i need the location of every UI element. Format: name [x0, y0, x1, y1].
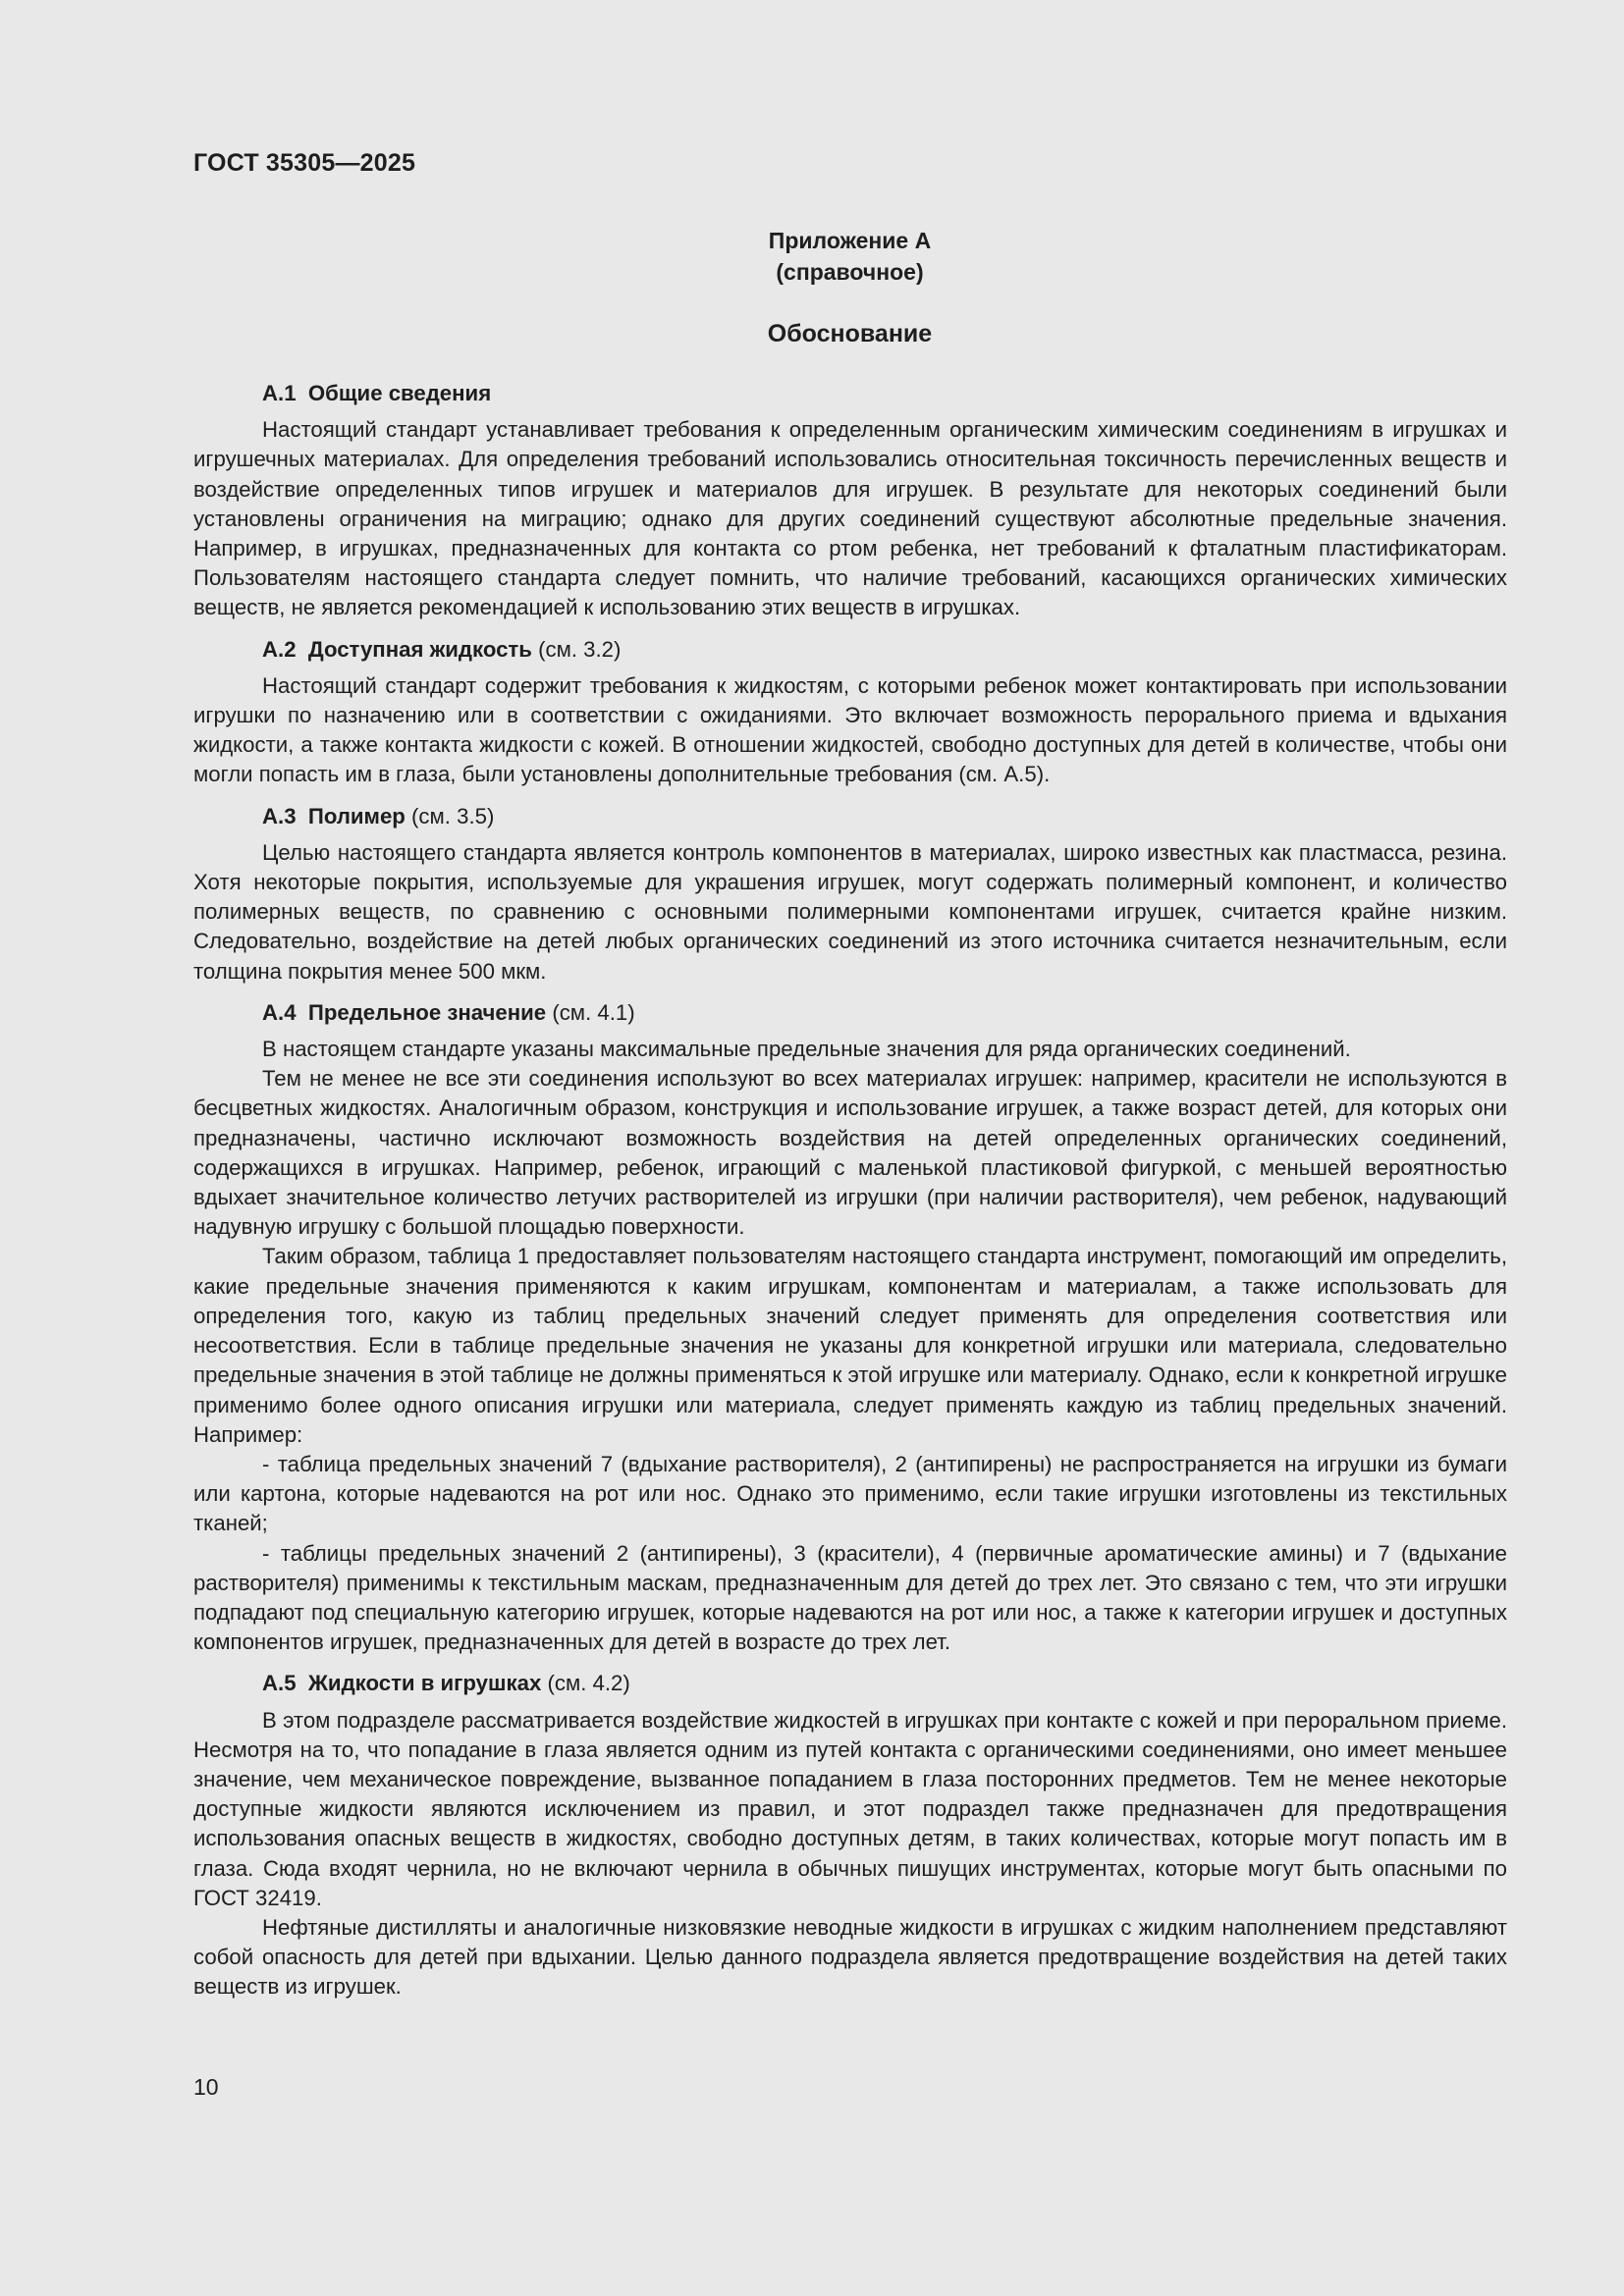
section-heading	[193, 998, 1507, 1028]
section-heading	[193, 1669, 1507, 1698]
section-title: Доступная жидкость	[307, 636, 532, 662]
section	[193, 1669, 1507, 2002]
paragraph: Таким образом, таблица 1 предоставляет пользователям настоящего стандарта инструмент, помогающий им определить, какие предельные значения применяются к каким игрушкам, компонентам и материалам, а также использовать для определения того, какую из таблиц предельных значений следует применять для определения соответствия или несоответствия. Если в таблице предельные значения не указаны для конкретной игрушки или материала, следовательно предельные значения в этой таблице не должны применяться к этой игрушке или материалу. Однако, если к конкретной игрушке применимо более одного описания игрушки или материала, следует применять каждую из таблиц предельных значений. Например:	[193, 1244, 1507, 1447]
section-title: Предельное значение	[307, 999, 547, 1025]
section-title: Жидкости в игрушках	[307, 1671, 542, 1696]
section-number: А.4	[262, 999, 297, 1025]
section	[193, 802, 1507, 987]
paragraph: Тем не менее не все эти соединения используют во всех материалах игрушек: например, красители не используются в бесцветных жидкостях. Аналогичным образом, конструкция и использование игрушек, а также возраст детей, для которых они предназначены, частично исключают возможность воздействия на детей определенных органических соединений, содержащихся в игрушках. Например, ребенок, играющий с маленькой пластиковой фигуркой, с меньшей вероятностью вдыхает значительное количество летучих растворителей из игрушки (при наличии растворителя), чем ребенок, надувающий надувную игрушку с большой площадью поверхности.	[193, 1066, 1507, 1240]
section-reference: (см. 4.1)	[552, 999, 635, 1025]
section-reference: (см. 4.2)	[547, 1671, 630, 1696]
section-number: А.5	[262, 1671, 297, 1696]
document-header: ГОСТ 35305—2025	[193, 149, 416, 177]
paragraph: В настоящем стандарте указаны максимальные предельные значения для ряда органических соединений.	[262, 1037, 1351, 1062]
section	[193, 379, 1507, 623]
page-number: 10	[193, 2074, 219, 2100]
paragraph: В этом подразделе рассматривается воздействие жидкостей в игрушках при контакте с кожей и при пероральном приеме. Несмотря на то, что попадание в глаза является одним из путей контакта с органическими соединениями, оно имеет меньшее значение, чем механическое повреждение, вызванное попаданием в глаза посторонних предметов. Тем не менее некоторые доступные жидкости являются исключением из правил, и этот подраздел также предназначен для предотвращения использования опасных веществ в жидкостях, свободно доступных детям, в таких количествах, которые могут попасть им в глаза. Сюда входят чернила, но не включают чернила в обычных пишущих инструментах, которые могут быть опасными по ГОСТ 32419.	[193, 1707, 1507, 1910]
section-reference: (см. 3.5)	[411, 803, 495, 828]
paragraph: - таблица предельных значений 7 (вдыхание растворителя), 2 (антипирены) не распространяется на игрушки из бумаги или картона, которые надеваются на рот или нос. Однако это применимо, если такие игрушки изготовлены из текстильных тканей;	[193, 1451, 1507, 1536]
annex-heading: Обоснование	[767, 320, 933, 347]
section	[193, 998, 1507, 1657]
section-number: А.3	[262, 803, 297, 828]
paragraph: Настоящий стандарт содержит требования к жидкостям, с которыми ребенок может контактировать при использовании игрушки по назначению или в соответствии с ожиданиями. Это включает возможность перорального приема и вдыхания жидкости, а также контакта жидкости с кожей. В отношении жидкостей, свободно доступных для детей в количестве, чтобы они могли попасть им в глаза, были установлены дополнительные требования (см. А.5).	[193, 672, 1507, 787]
annex-type: (справочное)	[776, 259, 924, 285]
document-body	[193, 379, 1507, 2002]
paragraph: - таблицы предельных значений 2 (антипирены), 3 (красители), 4 (первичные ароматические амины) и 7 (вдыхание растворителя) применимы к текстильным маскам, предназначенным для детей до трех лет. Это связано с тем, что эти игрушки подпадают под специальную категорию игрушек, которые надеваются на рот или нос, а также к категории игрушек и доступных компонентов игрушек, предназначенных для детей в возрасте до трех лет.	[193, 1540, 1507, 1655]
paragraph: Нефтяные дистилляты и аналогичные низковязкие неводные жидкости в игрушках с жидким наполнением представляют собой опасность для детей при вдыхании. Целью данного подраздела является предотвращение воздействия на детей таких веществ из игрушек.	[193, 1914, 1507, 2000]
section-number: А.1	[262, 381, 297, 405]
section-title: Полимер	[307, 803, 406, 828]
section	[193, 635, 1507, 790]
section-heading	[193, 635, 1507, 665]
paragraph: Целью настоящего стандарта является контроль компонентов в материалах, широко известных как пластмасса, резина. Хотя некоторые покрытия, используемые для украшения игрушек, могут содержать полимерный компонент, и количество полимерных веществ, по сравнению с основными полимерными компонентами игрушек, считается крайне низким. Следовательно, воздействие на детей любых органических соединений из этого источника считается незначительным, если толщина покрытия менее 500 мкм.	[193, 839, 1507, 984]
annex-title: Приложение А	[768, 228, 932, 253]
section-heading	[193, 379, 1507, 408]
section-reference: (см. 3.2)	[538, 636, 622, 662]
section-number: А.2	[262, 636, 297, 662]
section-title: Общие сведения	[307, 381, 492, 405]
section-heading	[193, 802, 1507, 831]
paragraph: Настоящий стандарт устанавливает требования к определенным органическим химическим соединениям в игрушках и игрушечных материалах. Для определения требований использовались относительная токсичность перечисленных веществ и воздействие определенных типов игрушек и материалов для игрушек. В результате для некоторых соединений были установлены ограничения на миграцию; однако для других соединений существуют абсолютные предельные значения. Например, в игрушках, предназначенных для контакта со ртом ребенка, нет требований к фталатным пластификаторам. Пользователям настоящего стандарта следует помнить, что наличие требований, касающихся органических химических веществ, не является рекомендацией к использованию этих веществ в игрушках.	[193, 417, 1507, 620]
